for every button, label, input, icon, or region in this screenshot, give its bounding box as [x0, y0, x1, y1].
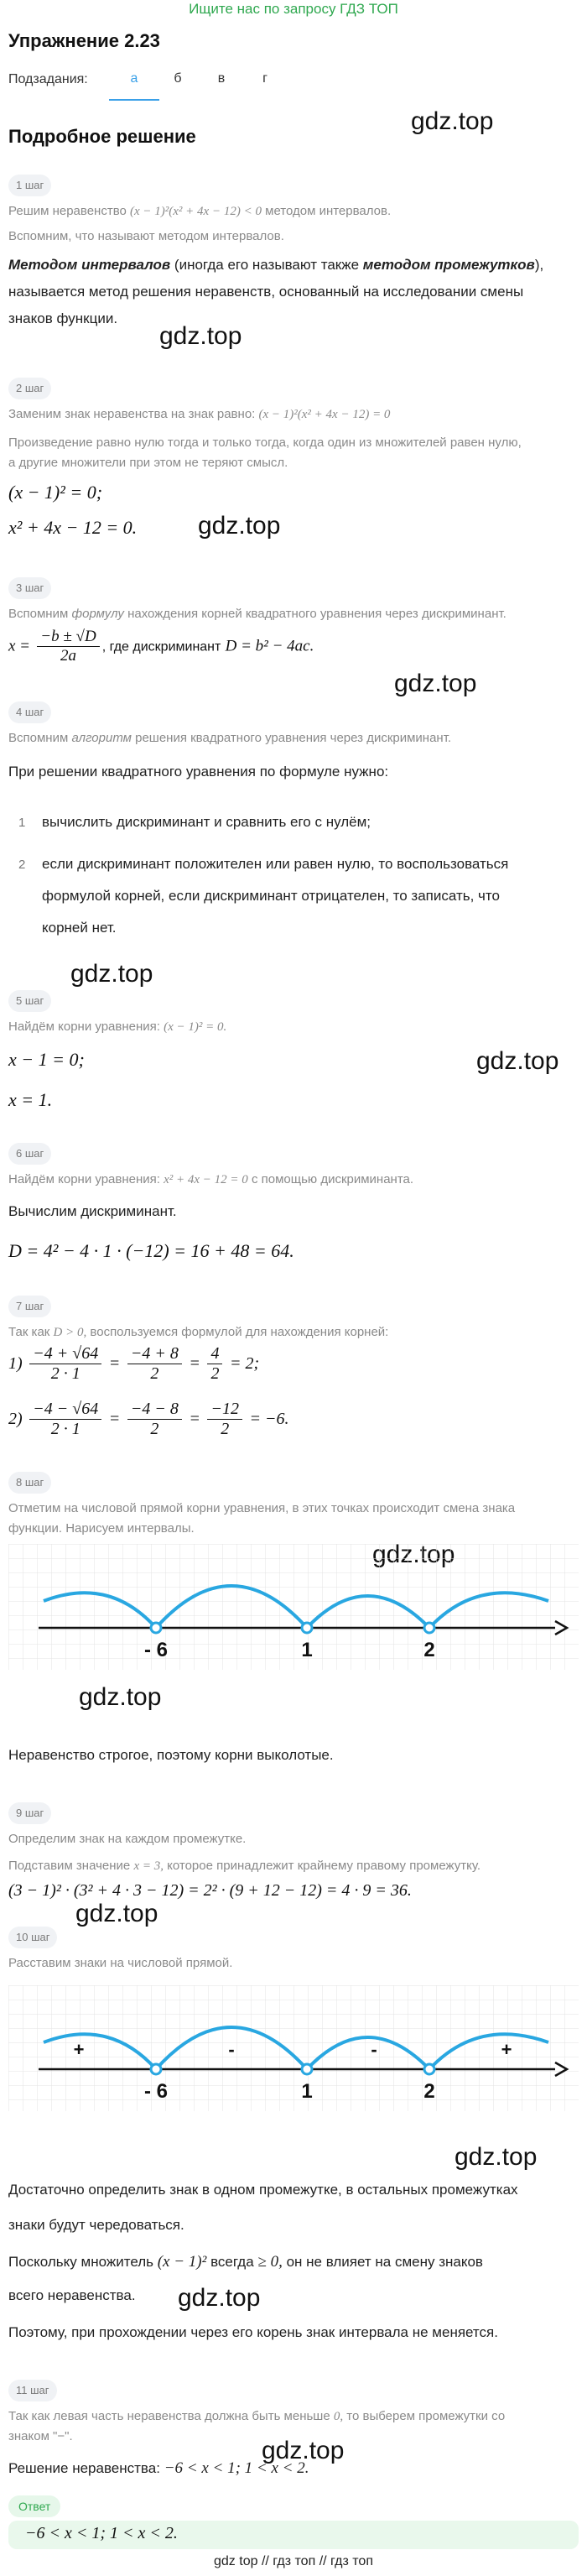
equation: (3 − 1)² · (3² + 4 · 3 − 12) = 2² · (9 + 12 − 12) = 4 · 9 = 36.: [8, 1881, 412, 1900]
step-badge: 9 шаг: [8, 1802, 51, 1824]
sign-label: +: [73, 2039, 85, 2060]
watermark: gdz.top: [70, 960, 153, 988]
footer-links: [0, 2554, 587, 2569]
step-text: Определим знак на каждом промежутке.: [8, 1832, 247, 1846]
step-badge: 4 шаг: [8, 701, 51, 723]
step-text: Поскольку множитель (x − 1)² всегда ≥ 0, он не влияет на смену знаков: [8, 2253, 483, 2271]
point-label: 2: [423, 2080, 435, 2103]
step-text: Произведение равно нулю тогда и только тогда, когда один из множителей равен нулю,: [8, 435, 522, 450]
point-2: [424, 2064, 434, 2074]
step-text: Вспомним формулу нахождения корней квадратного уравнения через дискриминант.: [8, 607, 506, 621]
tab-b[interactable]: б: [174, 71, 182, 86]
footer-link[interactable]: гдз топ: [330, 2554, 373, 2568]
watermark: gdz.top: [79, 1683, 162, 1711]
step-text: знаком "−".: [8, 2429, 73, 2443]
step-text: а другие множители при этом не теряют смысл.: [8, 456, 288, 470]
subtasks-label: Подзадания:: [8, 72, 88, 86]
tab-g[interactable]: г: [262, 71, 268, 86]
watermark: gdz.top: [75, 1900, 158, 1927]
footer-link[interactable]: гдз топ: [273, 2554, 316, 2568]
number-line-signs: [8, 1985, 579, 2111]
grid-background: [8, 1544, 579, 1670]
step-text: Расставим знаки на числовой прямой.: [8, 1956, 233, 1970]
point-minus-6: [151, 1623, 161, 1633]
grid-background: [8, 1985, 579, 2111]
point-label: - 6: [143, 1639, 169, 1661]
step-text: Так как D > 0, воспользуемся формулой для нахождения корней:: [8, 1325, 389, 1339]
step-lead: Вычислим дискриминант.: [8, 1203, 177, 1219]
list-item: если дискриминант положителен или равен нулю, то воспользоваться: [42, 856, 509, 872]
point-label: 2: [423, 1639, 435, 1661]
point-1: [302, 2064, 312, 2074]
sign-label: -: [228, 2039, 235, 2060]
list-item: формулой корней, если дискриминант отрицателен, то записать, что: [42, 888, 500, 904]
watermark: gdz.top: [178, 2284, 261, 2312]
sign-label: -: [371, 2039, 377, 2060]
step-badge: 11 шаг: [8, 2380, 57, 2401]
step-badge: 6 шаг: [8, 1143, 51, 1165]
step-badge: 2 шаг: [8, 378, 51, 399]
step-text: Поэтому, при прохождении через его корень знак интервала не меняется.: [8, 2324, 498, 2340]
watermark: gdz.top: [198, 512, 281, 540]
root-1: 1) $\frac{-4 + √64}{2 \cdot 1}$ = $\frac{-4 + 8}{2}$ = $\frac{4}{2}$ = 2;: [8, 1344, 260, 1383]
step-text: Достаточно определить знак в одном промежутке, в остальных промежутках: [8, 2182, 518, 2198]
step-text: Найдём корни уравнения: (x − 1)² = 0.: [8, 1019, 227, 1034]
step-badge: 7 шаг: [8, 1296, 51, 1317]
footer-separator: //: [319, 2554, 327, 2568]
watermark: gdz.top: [394, 670, 477, 697]
step-badge: 8 шаг: [8, 1472, 51, 1494]
point-minus-6: [151, 2064, 161, 2074]
solution-line: Решение неравенства: −6 < x < 1; 1 < x < 2.: [8, 2459, 309, 2477]
step-text: Подставим значение x = 3, которое принадлежит крайнему правому промежутку.: [8, 1859, 481, 1873]
step-text: Найдём корни уравнения: x² + 4x − 12 = 0 с помощью дискриминанта.: [8, 1172, 414, 1186]
watermark: gdz.top: [262, 2437, 345, 2464]
algorithm-lead: При решении квадратного уравнения по формуле нужно:: [8, 764, 389, 780]
point-label: 1: [301, 2080, 313, 2103]
equation: x = 1.: [8, 1089, 53, 1110]
step-text: Вспомним, что называют методом интервалов.: [8, 229, 284, 243]
top-banner[interactable]: Ищите нас по запросу ГДЗ ТОП: [189, 1, 398, 17]
definition-text: знаков функции.: [8, 310, 118, 326]
step-badge: 5 шаг: [8, 990, 51, 1012]
footer-link[interactable]: gdz top: [214, 2554, 258, 2568]
section-title: Подробное решение: [8, 126, 196, 147]
step-badge: 3 шаг: [8, 577, 51, 599]
root-2: 2) $\frac{-4 - √64}{2 \cdot 1}$ = $\frac{-4 - 8}{2}$ = $\frac{-12}{2}$ = −6.: [8, 1400, 289, 1438]
tab-v[interactable]: в: [217, 71, 226, 86]
list-item: вычислить дискриминант и сравнить его с нулём;: [42, 814, 371, 830]
point-1: [302, 1623, 312, 1633]
watermark: gdz.top: [476, 1047, 559, 1075]
tab-a[interactable]: а: [109, 70, 159, 101]
watermark: gdz.top: [455, 2143, 538, 2171]
equation: x − 1 = 0;: [8, 1049, 85, 1070]
step-note: Неравенство строгое, поэтому корни выколотые.: [8, 1747, 334, 1763]
definition-text: называется метод решения неравенств, основанный на исследовании смены: [8, 284, 524, 300]
answer-badge: Ответ: [8, 2495, 60, 2517]
equation: D = 4² − 4 · 1 · (−12) = 16 + 48 = 64.: [8, 1240, 294, 1261]
watermark: gdz.top: [411, 107, 494, 135]
number-line-intervals: [8, 1544, 579, 1670]
definition-text: Методом интервалов (иногда его называют также методом промежутков),: [8, 257, 544, 273]
step-badge: 1 шаг: [8, 175, 51, 196]
step-text: Отметим на числовой прямой корни уравнения, в этих точках происходит смена знака: [8, 1501, 516, 1515]
sign-label: +: [501, 2039, 512, 2060]
watermark: gdz.top: [159, 322, 242, 350]
answer-value: −6 < x < 1; 1 < x < 2.: [25, 2524, 178, 2542]
step-text: функции. Нарисуем интервалы.: [8, 1521, 195, 1536]
list-number: 1: [18, 816, 26, 830]
equation: x² + 4x − 12 = 0.: [8, 517, 138, 538]
list-number: 2: [18, 858, 26, 872]
point-2: [424, 1623, 434, 1633]
page-title: Упражнение 2.23: [8, 30, 160, 51]
discriminant-formula: x = $\frac{-b \pm √D}{2a}$ , где дискриминант D = b² − 4ac.: [8, 628, 314, 665]
point-label: 1: [301, 1639, 313, 1661]
equation: (x − 1)² = 0;: [8, 482, 103, 503]
step-text: Решим неравенство (x − 1)²(x² + 4x − 12) < 0 методом интервалов.: [8, 204, 392, 218]
step-text: всего неравенства.: [8, 2287, 136, 2303]
step-text: Вспомним алгоритм решения квадратного уравнения через дискриминант.: [8, 731, 452, 745]
point-label: - 6: [143, 2080, 169, 2103]
step-text: знаки будут чередоваться.: [8, 2217, 184, 2233]
step-text: Так как левая часть неравенства должна быть меньше 0, то выберем промежутки со: [8, 2409, 506, 2423]
step-badge: 10 шаг: [8, 1927, 57, 1948]
subtasks-bar: [8, 72, 579, 106]
list-item: корней нет.: [42, 920, 117, 936]
answer-box: [8, 2521, 579, 2549]
step-text: Заменим знак неравенства на знак равно: (x − 1)²(x² + 4x − 12) = 0: [8, 407, 391, 421]
footer-separator: //: [261, 2554, 269, 2568]
